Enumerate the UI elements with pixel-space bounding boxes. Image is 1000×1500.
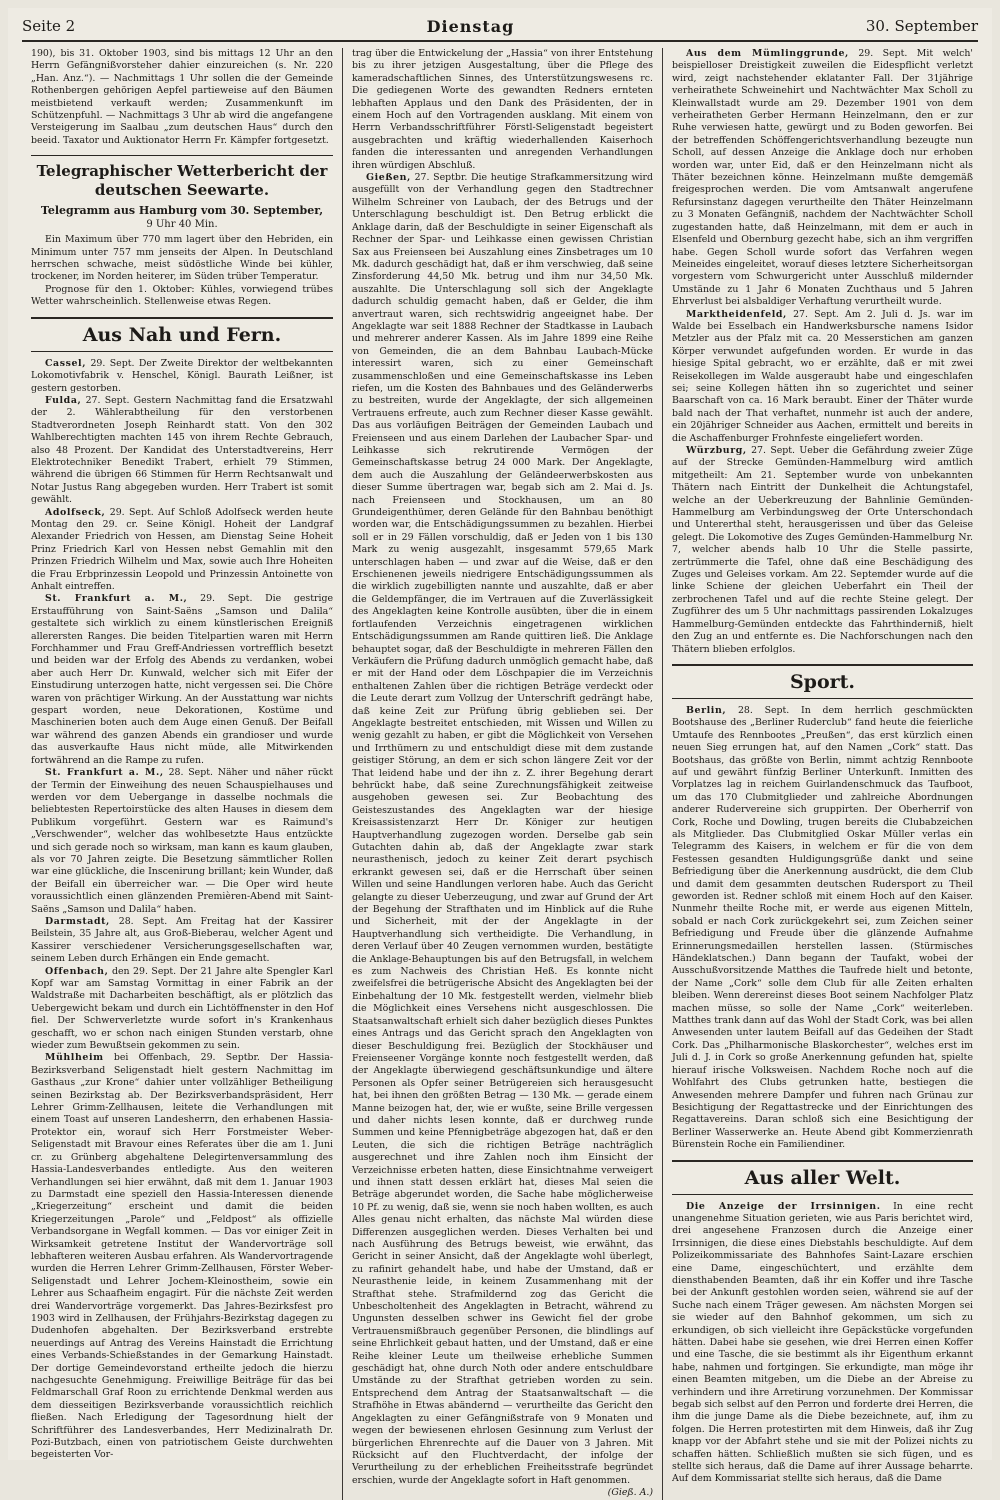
article-giessen: [352, 172, 653, 1487]
header-weekday: Dienstag: [426, 16, 515, 36]
article-darmstadt: [31, 916, 333, 966]
article-continued: trag über die Entwickelung der „Hassia“ von ihrer Entstehung bis zu ihrer jetzigen Ausgestaltung, über die Pflege des kameradschaftlichen Sinnes, des Unterstützungswesens rc. Die gediegenen Worte des gewandten Redners ernteten lebhaften Applaus und den Dank des Präsidenten, der in einem Hoch auf den Vortragenden ausklang. Mit einem von Herrn Verbandsschriftführer Förstl-Seligenstadt begeistert ausgebrachten und kräftig wiederhallenden Kaiserhoch fanden die interessanten und anregenden Verhandlungen ihren würdigen Abschluß.: [352, 48, 653, 171]
dateline: Mühlheim: [45, 1052, 104, 1064]
dateline: Aus dem Mümlinggrunde,: [686, 48, 849, 59]
dateline: Adolfseck,: [45, 506, 106, 518]
section-heading-nah-fern: Aus Nah und Fern.: [31, 317, 333, 352]
notice-paragraph: 190), bis 31. Oktober 1903, sind bis mittags 12 Uhr an den Herrn Gefängnißvorsteher dahier einzureichen (s. Nr. 220 „Han. Anz.“). — Nachmittags 1 Uhr sollen die der Gemeinde Rothenbergen gehörigen Aepfel partieweise auf den Bäumen meistbietend verkauft werden; Zusammenkunft im Schützenpfuhl. — Nachmittags 3 Uhr ab wird die angefangene Versteigerung im Saalbau „zum deutschen Haus“ durch den beeid. Taxator und Auktionator Herrn Fr. Kämpfer fortgesetzt.: [31, 48, 333, 146]
dateline: Fulda,: [45, 394, 82, 406]
article-body: 27. Sept. Ueber die Gefährdung zweier Züge auf der Strecke Gemünden-Hammelburg wird amtlich mitgetheilt: Am 21. September wurde von unbekannten Thätern nach Eintritt der Dunkelheit die Achtungstafel, welche an der Ueberkreuzung der Bahnlinie Gemünden-Hammelburg am Verbindungsweg der Orte Unterschondach und Untererthal steht, herausgerissen und über das Geleise gelegt. Die Lokomotive des Zuges Gemünden-Hammelburg Nr. 7, welcher abends halb 10 Uhr die Stelle passirte, zertrümmerte die Tafel, ohne daß eine Beschädigung des Zuges und Geleises vorkam. Am 22. Septemder wurde auf die linke Schiene der gleichen Ueberfahrt ein Theil der zerbrochenen Tafel und auf die rechte Steine gelegt. Der Zugführer des um 5 Uhr nachmittags passirenden Lokalzuges Hammelburg-Gemünden entdeckte das Fahrthinderniß, hielt den Zug an und entfernte es. Die Nachforschungen nach den Thätern blieben erfolglos.: [672, 445, 974, 655]
newspaper-page: [8, 8, 992, 1499]
article-body: 27. Sept. Am 2. Juli d. Js. war im Walde bei Esselbach ein Handwerksbursche namens Isidor Metzler aus der Pfalz mit ca. 20 Messerstichen am ganzen Körper verwundet aufgefunden worden. Er wurde in das hiesige Spital gebracht, wo er erzählte, daß er mit zwei Reisekollegen im Walde ausgeraubt habe und eingeschlafen sei; seine Kollegen hätten ihn so zugerichtet und seiner Baarschaft von ca. 16 Mark beraubt. Einer der Thäter wurde bald nach der That verhaftet, nunmehr ist auch der andere, ein 20jähriger Schneider aus Aachen, ermittelt und bereits in die Aschaffenburger Frohnfeste eingeliefert worden.: [672, 308, 973, 444]
article-kassel: [31, 358, 333, 395]
weather-time: 9 Uhr 40 Min.: [146, 219, 218, 231]
article-berlin: [672, 705, 973, 1152]
article-body: 29. Sept. Der Zweite Direktor der weltbekannten Lokomotivfabrik v. Henschel, Königl. Baurath Leißner, ist gestern gestorben.: [31, 357, 333, 394]
article-body: 29. Sept. Mit welch' beispielloser Dreistigkeit zuweilen die Eidespflicht verletzt wird, zeigt nachstehender eklatanter Fall. Der 31jährige verheirathete Schweinehirt und Nachtwächter Max Scholl zu Kleinwallstadt wurde am 29. Dezember 1901 von dem verheiratheten Gerber Hermann Heinzelmann, den er zur Ruhe verwiesen hatte, gewürgt und zu Boden geworfen. Bei der betreffenden Schöffengerichtsverhandlung bezeugte nun Scholl, auf dessen Anzeige die Anklage doch nur erhoben worden war, unter Eid, daß er den Heinzelmann nicht als Thäter bezeichnen könne. Heinzelmann mußte demgemäß freigesprochen werden. Die vom Amtsanwalt angerufene Refursinstanz dagegen verurtheilte den Thäter Heinzelmann zu 3 Monaten Gefängniß, nachdem der Nachtwächter Scholl zugestanden hatte, daß Heinzelmann, mit dem er auch in Elsenfeld und Obernburg gezecht habe, sich an ihm vergriffen habe. Gegen Scholl wurde sofort das Verfahren wegen Meineides eingeleitet, worauf dieses letztere Sicherheitsorgan vorgestern vom Schwurgericht unter Ausschluß mildernder Umstände zu 1 Jahr 6 Monaten Zuchthaus und 5 Jahren Ehrverlust bei alsbaldiger Verhaftung verurtheilt wurde.: [672, 48, 974, 308]
article-title: Die Anzeige der Irrsinnigen.: [686, 1200, 881, 1212]
article-body: 29. Sept. Die gestrige Erstaufführung von Saint-Saëns „Samson und Dalila“ gestaltete sich wirklich zu einem künstlerischen Ereigniß allerersten Ranges. Die beiden Titelpartien waren mit Herrn Forchhammer und Frau Greff-Andriessen vortrefflich besetzt und beiden war der Erfolg des Abends zu verdanken, wobei aber auch Herr Dr. Kunwald, welcher sich mit Eifer der Einstudirung unterzogen hatte, nicht vergessen sei. Die Chöre waren von prächtiger Wirkung. An der Ausstattung war nichts gespart worden, neue Dekorationen, Kostüme und Maschinerien boten auch dem Auge einen Genuß. Der Beifall war während des ganzen Abends ein grandioser und wurde das ausverkaufte Haus nicht müde, alle Mitwirkenden fortwährend an die Rampe zu rufen.: [31, 593, 334, 766]
column-3: [662, 48, 982, 1500]
article-body: den 29. Sept. Der 21 Jahre alte Spengler Karl Kopf war am Samstag Vormittag in einer Fabrik an der Waldstraße mit Dacharbeiten beschäftigt, als er plötzlich das Uebergewicht bekam und durch ein Lichtöffnenster in den Hof fiel. Der Schwerverletzte wurde sofort in's Krankenhaus geschafft, wo er schon nach einigen Stunden verstarb, ohne wieder zum Bewußtsein gekommen zu sein.: [31, 965, 333, 1052]
article-body: bei Offenbach, 29. Septbr. Der Hassia-Bezirksverband Seligenstadt hielt gestern Nachmittag im Gasthaus „zur Krone“ dahier unter vollzähliger Betheiligung seinen Bezirkstag ab. Der Bezirksverbandspräsident, Herr Lehrer Grimm-Zellhausen, leitete die Verhandlungen mit einem Toast auf unseren Landesherrn, den erhabenen Hassia-Protektor ein, worauf sich Herr Forstmeister Weber-Seligenstadt mit Bravour eines Referates über die am 1. Juni cr. zu Grünberg abgehaltene Delegirtenversammlung des Hassia-Landesverbandes entledigte. Aus den weiteren Verhandlungen sei hier erwähnt, daß mit dem 1. Januar 1903 zu Darmstadt eine speziell den Hassia-Interessen dienende „Kriegerzeitung“ erscheint und damit die beiden Kriegerzeitungen „Parole“ und „Feldpost“ als offizielle Verbandsorgane in Wegfall kommen. — Das vor einiger Zeit in Wirksamkeit getretene Institut der Wandervorträge soll lebhafteren weiteren Ausbau erfahren. Als Wandervortragende wurden die Herren Lehrer Grimm-Zellhausen, Förster Weber-Seligenstadt und Lehrer Jochem-Kleinostheim, sowie ein Lehrer aus Schaafheim engagirt. Für die nächste Zeit werden drei Wandervorträge vorgemerkt. Das Jahres-Bezirksfest pro 1903 wird in Zellhausen, der Frühjahrs-Bezirkstag dagegen zu Dudenhofen abgehalten. Der Bezirksverband erstrebte neuerdings auf Antrag des Vereins Hainstadt die Errichtung eines Verbands-Schießstandes in der Gemarkung Hainstadt. Der dortige Gemeindevorstand ertheilte jedoch die hierzu nachgesuchte Genehmigung. Freiwillige Beiträge für das bei Feldmarschall Graf Roon zu errichtende Denkmal werden aus dem diesseitigen Bezirksverbande voraussichtlich reichlich fließen. Nach Erledigung der Tagesordnung hielt der Schriftführer des Landesverbandes, Herr Medizinalrath Dr. Pozi-Butzbach, einen von patriotischem Geiste durchwehten begeisterten Vor-: [31, 1052, 333, 1461]
dateline: Darmstadt,: [45, 915, 110, 927]
dateline: St. Frankfurt a. M.,: [45, 593, 188, 605]
article-adolfseck: [31, 507, 333, 594]
dateline: Marktheidenfeld,: [686, 308, 787, 320]
source-credit: (Gieß. A.): [607, 1487, 653, 1499]
weather-heading: Telegraphischer Wetterbericht der deutschen Seewarte.: [31, 155, 333, 200]
article-fulda: [31, 395, 333, 507]
dateline: Berlin,: [686, 704, 727, 716]
article-muemlinggrund: [672, 48, 973, 309]
article-body: 27. Sept. Gestern Nachmittag fand die Ersatzwahl der 2. Wählerabtheilung für den verstorbenen Stadtverordneten Joseph Reinhardt statt. Von den 302 Wahlberechtigten machten 145 von ihrem Rechte Gebrauch, also 48 Prozent. Der Kandidat des Unterstadtvereins, Herr Elektrotechniker Benedikt Trabert, erhielt 79 Stimmen, während die übrigen 66 Stimmen für Herrn Rechtsanwalt und Notar Justus Rang abgegeben wurden. Herr Trabert ist somit gewählt.: [31, 394, 334, 506]
page-number: Seite 2: [22, 17, 76, 35]
weather-forecast: Prognose für den 1. Oktober: Kühles, vorwiegend trübes Wetter wahrscheinlich. Stellenweise etwas Regen.: [31, 283, 333, 308]
dateline: Offenbach,: [45, 965, 109, 977]
page-header: [22, 12, 978, 42]
column-1: [22, 48, 342, 1500]
article-columns: [22, 48, 982, 1499]
article-body: 27. Septbr. Die heutige Strafkammersitzung wird ausgefüllt von der Verhandlung gegen den Stadtrechner Wilhelm Schreiner von Laubach, der des Betrugs und der Unterschlagung beschuldigt ist. Den Betrug erblickt die Anklage darin, daß der Beschuldigte in seiner Eigenschaft als Rechner der Spar- und Leihkasse einen gewissen Christian Sax aus Freienseen bei Auszahlung eines Zinsbetrages um 10 Mk. dadurch geschädigt hat, daß er ihm verschwieg, daß seine Zinsforderung 44,50 Mk. betrug und ihm nur 34,50 Mk. auszahlte. Die Unterschlagung soll sich der Angeklagte dadurch schuldig gemacht haben, daß er Gelder, die ihm anvertraut waren, sich rechtswidrig angeeignet habe. Der Angeklagte war seit 1888 Rechner der Stadtkasse in Laubach und mehrerer anderer Kassen. Als im Jahre 1899 eine Reihe von Gemeinden, die an dem Bahnbau Laubach-Mücke interessirt waren, sich zu einer Gemeinschaft zusammenschloßen und eine Gemeinschaftskasse ins Leben riefen, um die Kosten des Bahnbaues und des Geländerwerbs zu bestreiten, wurde der Angeklagte, der sich allgemeinen Vertrauens erfreute, auch zum Rechner dieser Kasse gewählt. Das aus vorläufigen Beiträgen der Gemeinden Laubach und Freienseen und aus einem Darlehen der Laubacher Spar- und Leihkasse sich rekrutirende Vermögen der Gemeinschaftskasse betrug 24 000 Mark. Der Angeklagte, dem auch die Auszahlung der Geländeerwerbskosten aus dieser Summe übertragen war, begab sich am 2. Mai d. Js. nach Freienseen und Stockhausen, um an 80 Grundeigenthümer, deren Gelände für den Bahnbau benöthigt worden war, die Entschädigungssummen zu bezahlen. Hierbei soll er in 29 Fällen vorschuldig, daß er Jeden von 1 bis 130 Mark zu wenig ausgezahlt, insgesammt 579,65 Mark unterschlagen haben — und zwar auf die Weise, daß er den Erschienenen jeweils niedrigere Entschädigungssummen als die wirklich zugebilligten nannte und auszahlte, daß er aber die Geldempfänger, die im Vertrauen auf die Zuverlässigkeit des Angeklagten keine Kontrolle ausübten, über die in einem fortlaufenden Verzeichnis eingetragenen wirklichen Entschädigungssummen am Rande quittiren ließ. Die Anklage behauptet sogar, daß der Beschuldigte in mehreren Fällen den Verkäufern die Prüfung dadurch unmöglich gemacht habe, daß er mit der Hand oder dem Löschpapier die im Verzeichnis enthaltenen Zahlen über die richtigen Beträge verdeckt oder die Leute derart zum Vollzug der Unterschrift gedrängt habe, daß keine Zeit zur Prüfung übrig geblieben sei. Der Angeklagte bestreitet entschieden, mit Wissen und Willen zu wenig gezahlt zu haben, er gibt die Möglichkeit von Versehen und Irrthümern zu und entschuldigt diese mit dem zustande geistiger Störung, an dem er sich schon längere Zeit vor der That leidend habe und der ihn z. Z. ihrer Begehung derart behrückt habe, daß seine Zurechnungsfähigkeit zeitweise ausgehoben gewesen sei. Zur Beobachtung des Geisteszustandes des Angeklagten war der hiesige Kreisassistenzarzt Herr Dr. Königer zur heutigen Hauptverhandlung zugezogen worden. Derselbe gab sein Gutachten dahin ab, daß der Angeklagte zwar stark neurasthenisch, jedoch zu keiner Zeit derart psychisch erkrankt gewesen sei, daß er die Herrschaft über seinen Willen und seine Handlungen verloren habe. Auch das Gericht gelangte zu dieser Ueberzeugung, und zwar auf Grund der Art der Begehung der Strafthaten und im Hinblick auf die Ruhe und Sicherheit, mit der der Angeklagte in der Hauptverhandlung sich vertheidigte. Die Verhandlung, in deren Verlauf über 40 Zeugen vernommen wurden, bestätigte die Anklage-Behauptungen bis auf den Betrugsfall, in welchem es zum Nachweis des Christian Heß. Es konnte nicht zweifelsfrei die betrügerische Absicht des Angeklagten bei der Einbehaltung der 10 Mk. festgestellt werden, vielmehr blieb die Möglichkeit eines Versehens nicht ausgeschlossen. Die Staatsanwaltschaft erhielt sich daher bezüglich dieses Punktes eines Antrags und das Gericht sprach den Angeklagten von dieser Beschuldigung frei. Bezüglich der Stockhäuser und Freienseener Vorgänge konnte noch festgestellt werden, daß der Angeklagte überwiegend geschäftsunkundige und ältere Personen als Opfer seiner Betrügereien sich herausgesucht hat, bei ihnen den größten Betrag — 130 Mk. — gerade einem Manne beizogen hat, der, wie er wußte, seine Brille vergessen und daher nichts lesen konnte, daß er durchweg runde Summen und keine Pfennigbeträge abgezogen hat, daß er den Leuten, die sich die richtigen Beträge nachträglich ausgerechnet und ihre Zahlen noch ihm Einsicht der Verzeichnisse erbeten hatten, diese Einsichtnahme verweigert und ihnen statt dessen erklärt hat, dieses Mal seien die Beträge abgerundet worden, die Sache habe möglicherweise 10 Pf. zu wenig, daß sie, wenn sie noch haben wollten, es auch Alles genau nicht erhalten, das nächste Mal würden diese Differenzen ausgeglichen werden. Dieses Verhalten bei und nach Ausführung des Betrugs beweist, wie erwähnt, das Gericht in seiner Ansicht, daß der Angeklagte wohl überlegt, zu rafinirt gehandelt habe, und habe der Umstand, daß er Neurasthenie leide, in keinem Zusammenhang mit der Strafthat stehe. Strafmildernd zog das Gericht die Unbescholtenheit des Angeklagten in Betracht, während zu Ungunsten desselben schwer ins Gewicht fiel der grobe Vertrauensmißbrauch gegenüber Personen, die blindlings auf seine Ehrlichkeit gebaut hatten, und der Umstand, daß er eine Reihe kleiner Leute um theilweise erhebliche Summen geschädigt hat, ohne durch Noth oder andere entschuldbare Umstände zu der Strafthat getrieben worden zu sein. Entsprechend dem Antrag der Staatsanwaltschaft — die Strafhöhe in Etwas abändernd — verurtheilte das Gericht den Angeklagten zu einer Gefängnißstrafe von 9 Monaten und wegen der bewiesenen ehrlosen Gesinnung zum Verlust der bürgerlichen Ehrenrechte auf die Dauer von 3 Jahren. Mit Rücksicht auf den Fluchtverdacht, der infolge der Verurtheilung zu der erheblichen Freiheitsstrafe begründet erschien, wurde der Angeklagte sofort in Haft genommen.: [352, 172, 653, 1486]
article-body: 29. Sept. Auf Schloß Adolfseck werden heute Montag den 29. cr. Seine Königl. Hoheit der Landgraf Alexander Friedrich von Hessen, am Dienstag Seine Hoheit Prinz Friedrich Karl von Hessen nebst Gemahlin mit den Prinzen Friedrich Wilhelm und Max, sowie auch Ihre Hoheiten die Frau Erbprinzessin Leopold und Prinzessin Antoinette von Anhalt eintreffen.: [31, 506, 333, 592]
section-heading-aus-aller-welt: Aus aller Welt.: [672, 1160, 973, 1195]
header-date: 30. September: [865, 17, 978, 35]
article-body: 28. Sept. Näher und näher rückt der Termin der Einweihung des neuen Schauspielhauses und werden vor dem Uebergange in dasselbe nochmals die beliebtesten Repertoirstücke des alten Hauses in diesem dem Publikum vorgeführt. Gestern war es Raimund's „Verschwender“, welcher das wohlbesetzte Haus entzückte und sich gerade noch so wirksam, man kann es kaum glauben, als vor 70 Jahren zeigte. Die Besetzung sämmtlicher Rollen war eine glückliche, die Inscenirung brillant; kein Wunder, daß der Beifall ein überreicher war. — Die Oper wird heute voraussichtlich einen glänzenden Premièren-Abend mit Saint-Saëns „Samson und Dalila“ haben.: [31, 767, 333, 915]
weather-telegram-line: Telegramm aus Hamburg vom 30. September,: [40, 204, 324, 218]
article-body: 28. Sept. In dem herrlich geschmückten Bootshause des „Berliner Ruderclub“ fand heute die feierliche Umtaufe des Rennbootes „Preußen“, das erst kürzlich einen neuen Sieg errungen hat, auf den Namen „Cork“ statt. Das Bootshaus, das größte von Berlin, nimmt achtzig Rennboote auf und gewährt fünfzig Berliner Unterkunft. Inmitten des Vorplatzes lag in reichem Guirlandenschmuck das Taufboot, um das 170 Clubmitglieder und zahlreiche Abordnungen anderer Rudervereine sich gruppirten. Der Oberherrif von Cork, Roche und Dowling, trugen bereits die Clubabzeichen als Mitglieder. Das Clubmitglied Oskar Müller verlas ein Telegramm des Kaisers, in welchem er für die von dem Festessen gesandten Huldigungsgrüße dankt und seine Befriedigung über die Anerkennung ausdrückt, die dem Club und damit dem gesammten deutschen Rudersport zu Theil geworden ist. Redner schloß mit einem Hoch auf den Kaiser. Nunmehr theilte Roche mit, er werde aus eigenen Mitteln, sobald er nach Cork zurückgekehrt sei, zum Zeichen seiner Befriedigung und Freude über die glänzende Aufnahme Erinnerungsmedaillen herstellen lassen. (Stürmisches Händeklatschen.) Dann begann der Taufakt, wobei der Ausschußvorsitzende Matthes die Taufrede hielt und betonte, der Name „Cork“ solle dem Club für alle Zeiten erhalten bleiben. Wenn derereinst dieses Boot seinem Nachfolger Platz machen müsse, so solle der Name „Cork“ weiterleben. Matthes trank dann auf das Wohl der Stadt Cork, was bei allen Anwesenden unter lautem Beifall auf das Gedeihen der Stadt Cork. Das „Philharmonische Blaskorchester“, welches erst im Juli d. J. in Cork so große Anerkennung gefunden hat, spielte hierauf irische Volksweisen. Nachdem Roche noch auf die Wohlfahrt des Clubs getrunken hatte, bestiegen die Anwesenden mehrere Dampfer und fuhren nach Grünau zur Besichtigung der Regattastrecke und der Einrichtungen des Regattavereins. Daran schloß sich eine Besichtigung der Berliner Wasserwerke an. Heute Abend gibt Kommerzienrath Bürenstein Roche ein Familiendiner.: [672, 704, 974, 1151]
section-heading-sport: Sport.: [672, 664, 973, 699]
article-marktheidenfeld: [672, 309, 973, 445]
article-wuerzburg: [672, 445, 973, 656]
article-frankfurt-1: [31, 593, 333, 767]
article-offenbach: [31, 966, 333, 1053]
article-frankfurt-2: [31, 767, 333, 916]
article-muehlheim: [31, 1052, 333, 1461]
dateline: Würzburg,: [686, 445, 747, 456]
weather-report: Ein Maximum über 770 mm lagert über den Hebriden, ein Minimum unter 757 mm jenseits der Alpen. In Deutschland herrschen schwache, meist südöstliche Winde bei kühler, trockener, im Norden heiterer, im Süden trüber Temperatur.: [31, 234, 333, 283]
dateline: Gießen,: [366, 172, 411, 184]
dateline: Cassel,: [45, 357, 87, 369]
article-irrsinnige: [672, 1201, 973, 1486]
article-body: 28. Sept. Am Freitag hat der Kassirer Beilstein, 35 Jahre alt, aus Groß-Bieberau, welcher Agent und Kassirer verschiedener Versicherungsgesellschaften war, seinem Leben durch Erhängen ein Ende gemacht.: [31, 915, 333, 965]
dateline: St. Frankfurt a. M.,: [45, 767, 164, 779]
column-2: [342, 48, 662, 1500]
article-body: In eine recht unangenehme Situation gerieten, wie aus Paris berichtet wird, drei angesehene Franzosen durch die Anzeige einer Irrsinnigen, die diese eines Diebstahls beschuldigte. Auf dem Polizeikommissariate des Bahnhofes Saint-Lazare erschien eine Dame, eingeschüchtert, und erzählte dem diensthabenden Beamten, daß ihr ein Koffer und ihre Tasche bei der Ankunft gestohlen worden seien, während sie auf der Suche nach einem Träger gewesen. Am nächsten Morgen sei sie wieder auf den Bahnhof gekommen, um sich zu erkundigen, ob sich vielleicht ihre Gepäckstücke vorgefunden hätten. Dabei habe sie gesehen, wie drei Herren einen Koffer und eine Tasche, die sie bestimmt als ihr Eigenthum erkannt habe, nahmen und fortgingen. Sie erkundigte, man möge ihr einen Beamten mitgeben, um die Diebe an der Abreise zu verhindern und ihre Arretirung vorzunehmen. Der Kommissar begab sich selbst auf den Perron und forderte drei Herren, die ihm die junge Dame als die Diebe bezeichnete, auf, ihm zu folgen. Die Herren protestirten mit dem Hinweis, daß ihr Zug knapp vor der Abfahrt stehe und sie mit der Polizei nichts zu schaffen hätten. Schließlich mußten sie sich fügen, und es stellte sich heraus, daß die Dame auf ihrer Aussage beharrte. Auf dem Kommissariat stellte sich heraus, daß die Dame: [672, 1200, 973, 1485]
